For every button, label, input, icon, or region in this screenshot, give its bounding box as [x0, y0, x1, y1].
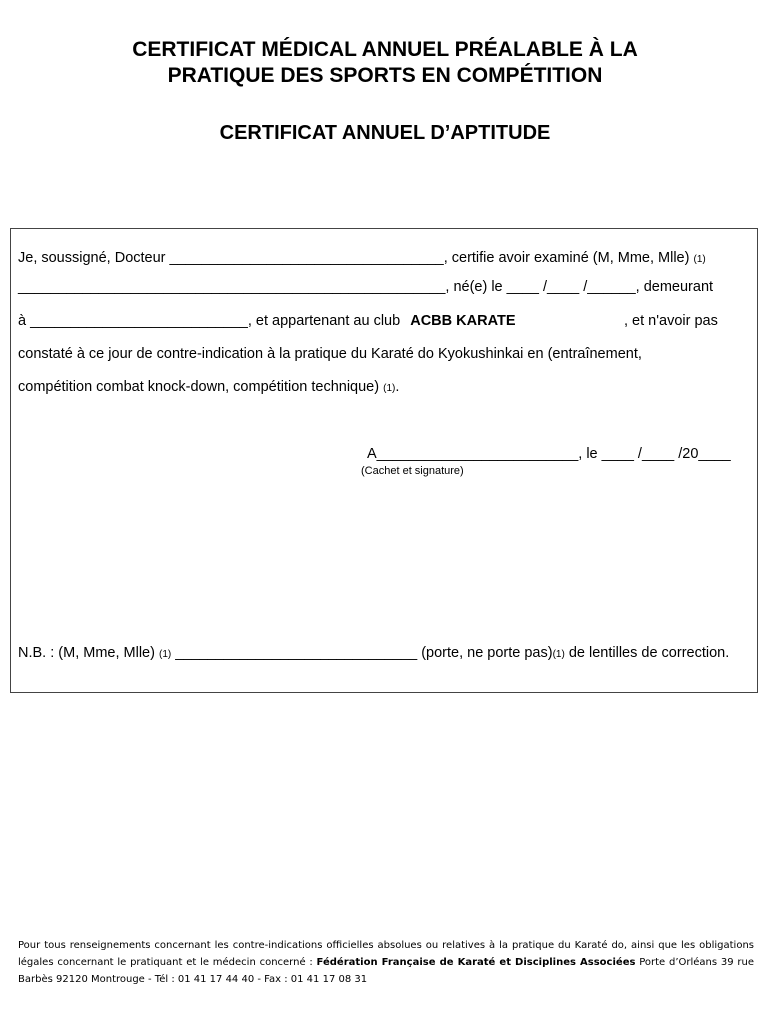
competition-end: . [395, 379, 400, 395]
place-date-line: A_________________________, le ____ /____ /20____ [367, 446, 731, 462]
nb-end: de lentilles de correction. [564, 645, 730, 661]
footnote-marker: (1) [552, 649, 565, 660]
footer-text: Pour tous renseignements concernant les contre-indications officielles absolues ou relatives à la pratique du Karaté do, ainsi que les obligations légales concernant le pratiquant et le médecin concerné : [18, 940, 754, 968]
doctor-line-text: Je, soussigné, Docteur __________________________________, certifie avoir examiné (M, Mme, Mlle) [18, 250, 690, 266]
birth-line-text: _____________________________________________________, né(e) le ____ /____ /______, demeurant [18, 279, 714, 295]
form-line-club [18, 312, 718, 330]
footer-note [18, 937, 754, 988]
form-line-birth [18, 278, 713, 296]
nb-line [18, 644, 729, 664]
contraindication-text: constaté à ce jour de contre-indication à la pratique du Karaté do Kyokushinkai en (entraînement, [18, 346, 642, 362]
federation-name: Fédération Française de Karaté et Disciplines Associées [316, 957, 636, 968]
form-line-competition [18, 378, 399, 398]
footnote-marker: (1) [693, 254, 706, 265]
form-line-doctor [18, 249, 706, 269]
competition-text: compétition combat knock-down, compétition technique) [18, 379, 380, 395]
nb-blank: ______________________________ (porte, ne porte pas) [171, 645, 553, 661]
nb-label: N.B. : (M, Mme, Mlle) [18, 645, 155, 661]
club-line-text: à ___________________________, et appartenant au club [18, 313, 401, 329]
federation-address: Porte d’Orléans 39 rue Barbès 92120 Montrouge - Tél : 01 41 17 44 40 - Fax : 01 41 17 08 31 [18, 957, 754, 985]
title-line-2: PRATIQUE DES SPORTS EN COMPÉTITION [167, 64, 603, 87]
footnote-marker: (1) [158, 649, 172, 660]
form-line-contraindication [18, 345, 642, 363]
stamp-signature-label: (Cachet et signature) [361, 465, 464, 477]
club-line-end: , et n'avoir pas [624, 313, 718, 329]
subtitle: CERTIFICAT ANNUEL D’APTITUDE [219, 122, 551, 144]
club-name: ACBB KARATE [410, 313, 516, 329]
title-line-1: CERTIFICAT MÉDICAL ANNUEL PRÉALABLE À LA [132, 38, 638, 61]
footnote-marker: (1) [383, 383, 396, 394]
